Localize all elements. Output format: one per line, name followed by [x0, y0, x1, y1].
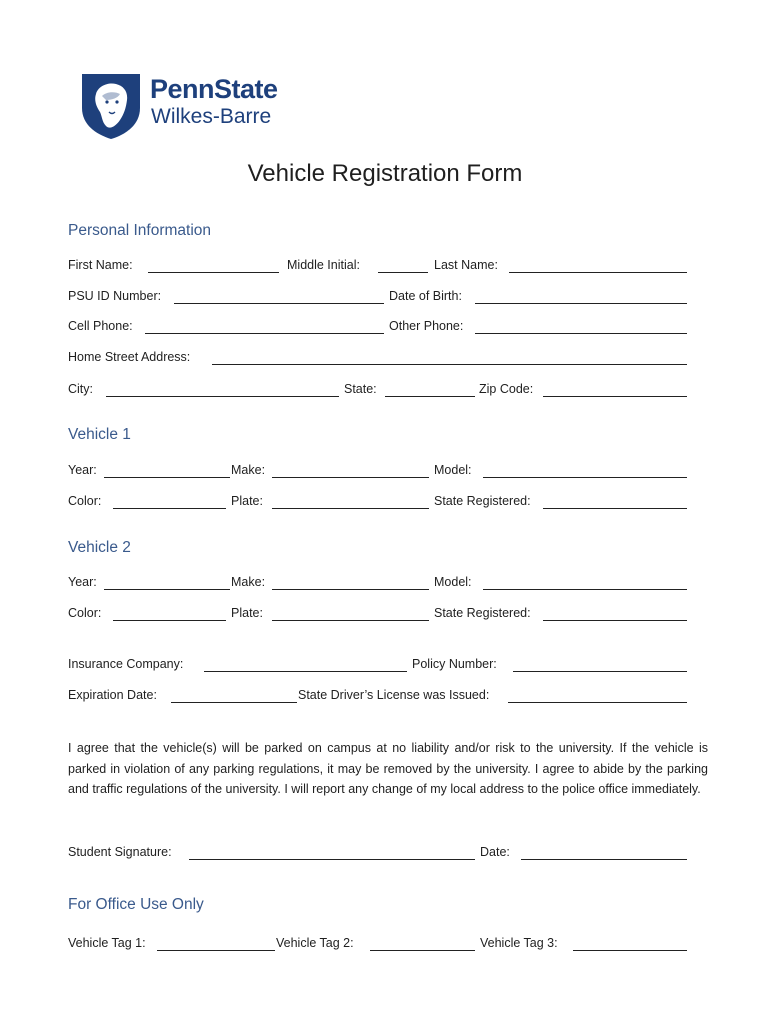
section-heading-office-use: For Office Use Only	[68, 896, 204, 913]
psu-id-label: PSU ID Number:	[68, 289, 162, 303]
last-name-field[interactable]	[509, 272, 687, 273]
vehicle2-state-registered-label: State Registered:	[434, 606, 531, 620]
section-heading-vehicle-1: Vehicle 1	[68, 426, 131, 443]
middle-initial-label: Middle Initial:	[287, 258, 360, 272]
vehicle2-year-field[interactable]	[104, 589, 230, 590]
other-phone-label: Other Phone:	[389, 319, 464, 333]
other-phone-field[interactable]	[475, 333, 687, 334]
cell-phone-field[interactable]	[145, 333, 384, 334]
vehicle2-model-label: Model:	[434, 575, 472, 589]
vehicle2-state-registered-field[interactable]	[543, 620, 687, 621]
vehicle2-plate-label: Plate:	[231, 606, 263, 620]
vehicle2-color-label: Color:	[68, 606, 102, 620]
insurance-company-field[interactable]	[204, 671, 407, 672]
policy-number-label: Policy Number:	[412, 657, 497, 671]
vehicle-tag-1-label: Vehicle Tag 1:	[68, 936, 146, 950]
vehicle1-make-field[interactable]	[272, 477, 429, 478]
vehicle1-color-label: Color:	[68, 494, 102, 508]
home-address-field[interactable]	[212, 364, 687, 365]
home-address-label: Home Street Address:	[68, 350, 191, 364]
vehicle1-state-registered-label: State Registered:	[434, 494, 531, 508]
vehicle2-make-label: Make:	[231, 575, 266, 589]
vehicle-tag-3-label: Vehicle Tag 3:	[480, 936, 558, 950]
vehicle2-model-field[interactable]	[483, 589, 687, 590]
city-label: City:	[68, 382, 93, 396]
vehicle1-model-field[interactable]	[483, 477, 687, 478]
last-name-label: Last Name:	[434, 258, 498, 272]
vehicle-tag-3-field[interactable]	[573, 950, 687, 951]
signature-date-field[interactable]	[521, 859, 687, 860]
middle-initial-field[interactable]	[378, 272, 428, 273]
vehicle1-color-field[interactable]	[113, 508, 226, 509]
insurance-company-label: Insurance Company:	[68, 657, 184, 671]
vehicle-tag-1-field[interactable]	[157, 950, 275, 951]
zip-field[interactable]	[543, 396, 687, 397]
pennstate-logo	[80, 72, 300, 142]
vehicle1-model-label: Model:	[434, 463, 472, 477]
nittany-lion-shield-icon	[80, 72, 142, 140]
license-state-field[interactable]	[508, 702, 687, 703]
expiration-date-field[interactable]	[171, 702, 297, 703]
vehicle1-state-registered-field[interactable]	[543, 508, 687, 509]
vehicle1-year-field[interactable]	[104, 477, 230, 478]
zip-label: Zip Code:	[479, 382, 534, 396]
section-heading-personal: Personal Information	[68, 222, 212, 239]
vehicle1-plate-field[interactable]	[272, 508, 429, 509]
vehicle2-make-field[interactable]	[272, 589, 429, 590]
vehicle2-plate-field[interactable]	[272, 620, 429, 621]
vehicle2-year-label: Year:	[68, 575, 97, 589]
student-signature-label: Student Signature:	[68, 845, 172, 859]
vehicle1-plate-label: Plate:	[231, 494, 263, 508]
vehicle-tag-2-label: Vehicle Tag 2:	[276, 936, 354, 950]
vehicle1-year-label: Year:	[68, 463, 97, 477]
vehicle-tag-2-field[interactable]	[370, 950, 475, 951]
dob-field[interactable]	[475, 303, 687, 304]
student-signature-field[interactable]	[189, 859, 475, 860]
first-name-label: First Name:	[68, 258, 133, 272]
agreement-text: I agree that the vehicle(s) will be parked on campus at no liability and/or risk to the university. If the vehicle is parked in violation of any parking regulations, it may be removed by the university. I agree to abide by the parking and traffic regulations of the university. I will report any change of my local address to the police office immediately.	[68, 741, 708, 796]
city-field[interactable]	[106, 396, 339, 397]
form-title: Vehicle Registration Form	[247, 160, 523, 187]
state-label: State:	[344, 382, 377, 396]
state-field[interactable]	[385, 396, 475, 397]
first-name-field[interactable]	[148, 272, 279, 273]
signature-date-label: Date:	[480, 845, 510, 859]
section-heading-vehicle-2: Vehicle 2	[68, 539, 131, 556]
policy-number-field[interactable]	[513, 671, 687, 672]
campus-name: Wilkes-Barre	[151, 105, 272, 128]
dob-label: Date of Birth:	[389, 289, 462, 303]
license-state-label: State Driver’s License was Issued:	[298, 688, 490, 702]
brand-name: PennState	[150, 74, 278, 104]
vehicle1-make-label: Make:	[231, 463, 266, 477]
vehicle2-color-field[interactable]	[113, 620, 226, 621]
expiration-date-label: Expiration Date:	[68, 688, 157, 702]
cell-phone-label: Cell Phone:	[68, 319, 133, 333]
psu-id-field[interactable]	[174, 303, 384, 304]
